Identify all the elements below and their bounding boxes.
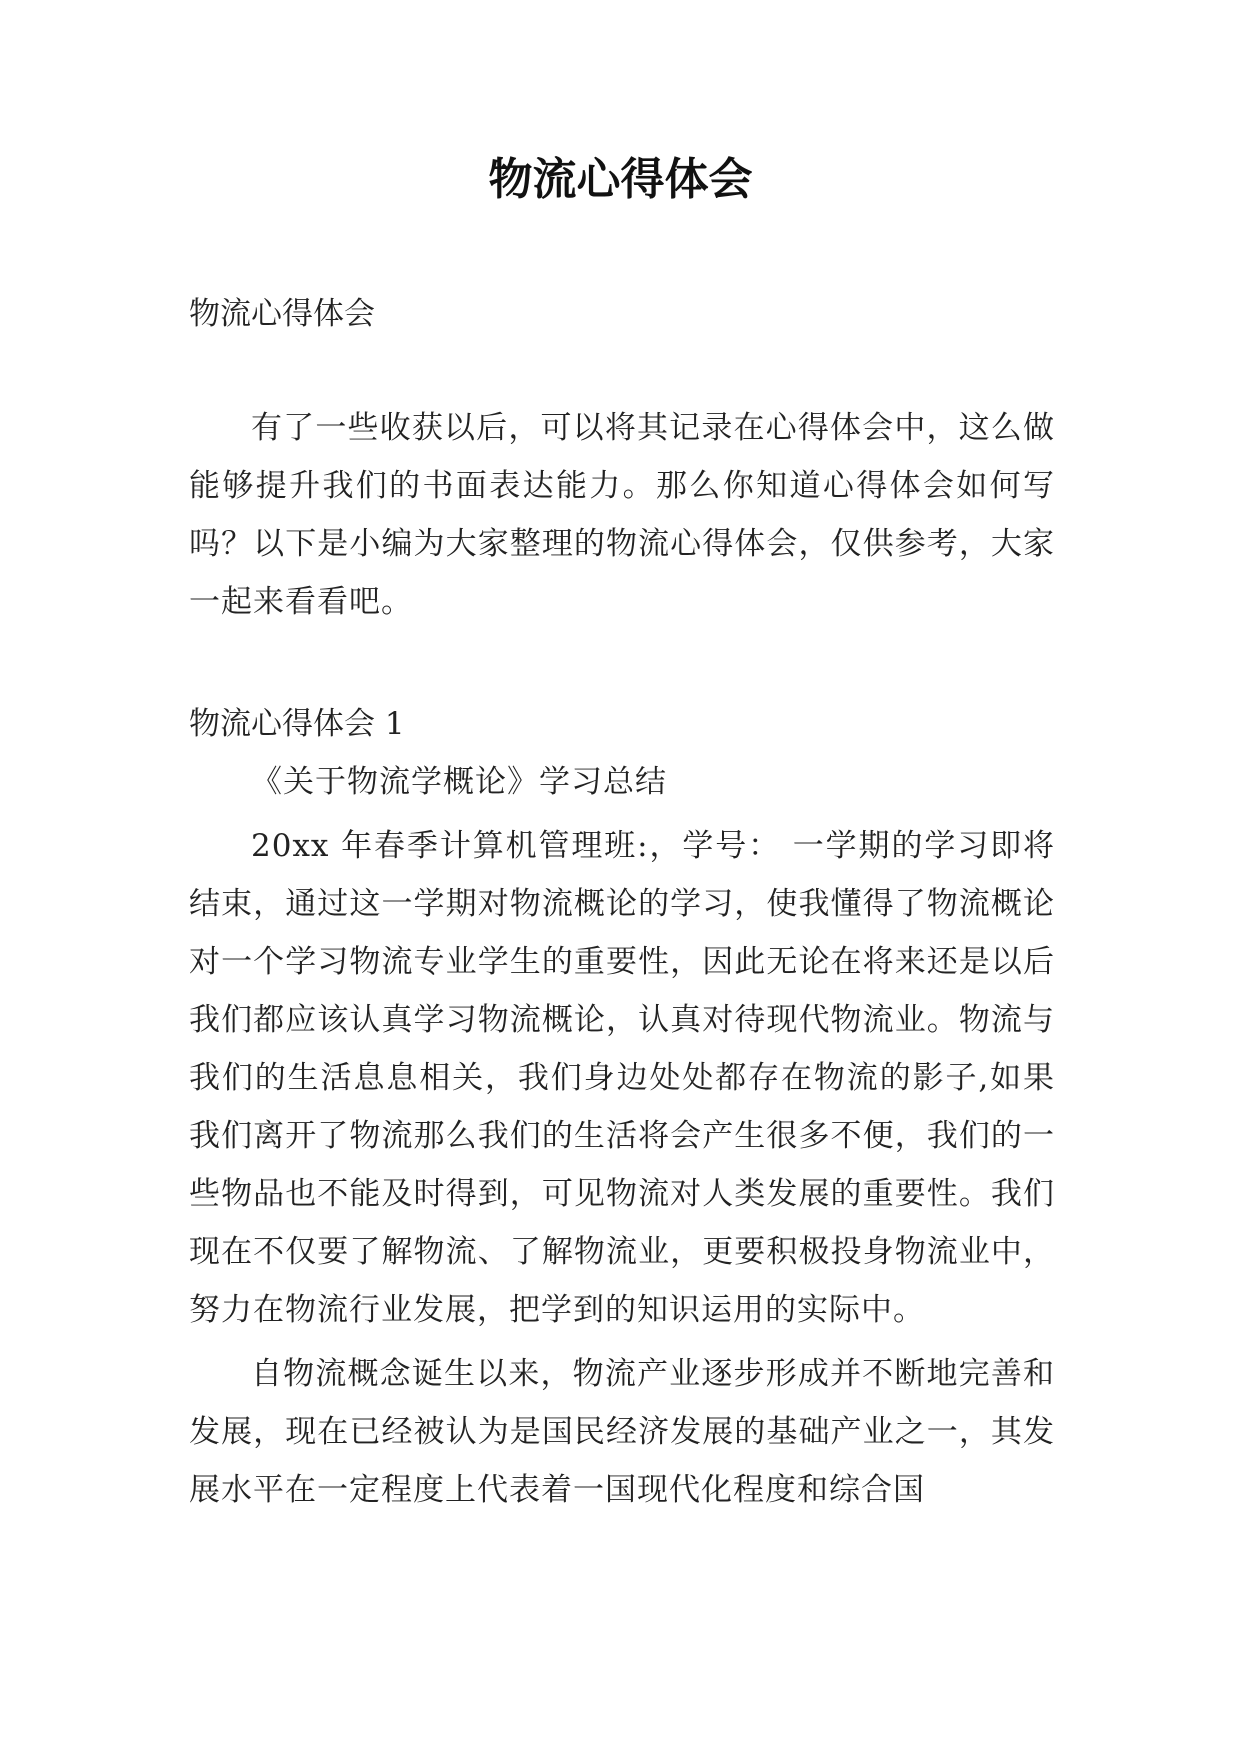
body-paragraph-2: 自物流概念诞生以来，物流产业逐步形成并不断地完善和发展，现在已经被认为是国民经济发展的基础产业之一，其发展水平在一定程度上代表着一国现代化程度和综合国 [189,1356,1055,1508]
section-subtitle: 《关于物流学概论》学习总结 [251,764,667,800]
document-title: 物流心得体会 [488,154,753,205]
body-paragraph-1: 20xx 年春季计算机管理班:，学号： 一学期的学习即将结束，通过这一学期对物流概论的学习，使我懂得了物流概论对一个学习物流专业学生的重要性，因此无论在将来还是以后我们都应该认真学习物流概论，认真对待现代物流业。物流与我们的生活息息相关，我们身边处处都存在物流的影子,如果我们离开了物流那么我们的生活将会产生很多不便，我们的一些物品也不能及时得到，可见物流对人类发展的重要性。我们现在不仅要了解物流、了解物流业，更要积极投身物流业中，努力在物流行业发展，把学到的知识运用的实际中。 [189,828,1055,1328]
intro-paragraph: 有了一些收获以后，可以将其记录在心得体会中，这么做能够提升我们的书面表达能力。那么你知道心得体会如何写吗？以下是小编为大家整理的物流心得体会，仅供参考，大家一起来看看吧。 [189,410,1055,620]
spacer [189,631,1055,695]
document-body [189,285,1055,1519]
spacer [189,343,1055,399]
document-subtitle: 物流心得体会 [189,296,375,332]
section-heading: 物流心得体会 1 [189,706,405,742]
